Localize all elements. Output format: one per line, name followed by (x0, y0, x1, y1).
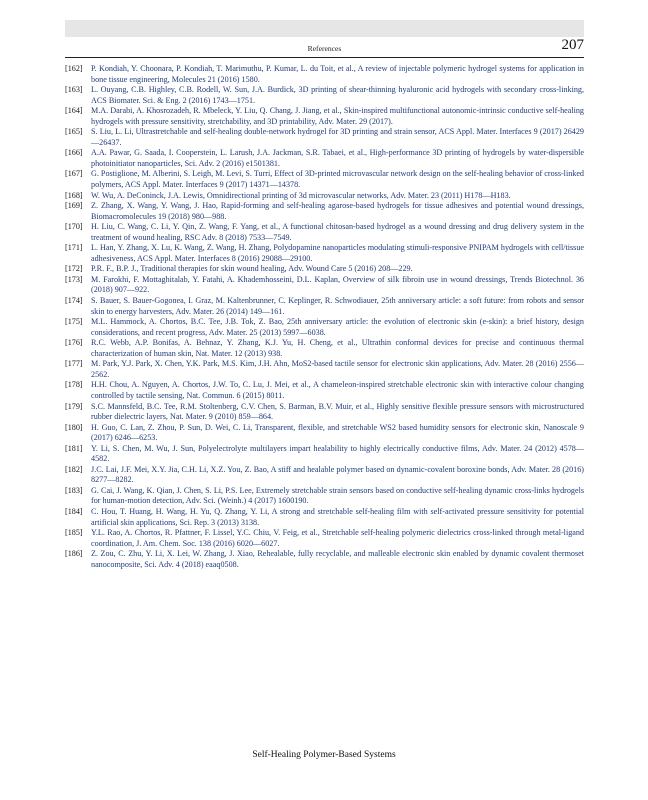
reference-number: [169] (65, 201, 83, 211)
reference-link[interactable]: G. Postiglione, M. Alberini, S. Leigh, M. Levi, S. Turri, Effect of 3D-printed microvascular network design on the self-healing behavior of cross-linked polymers, ACS Appl. Mater. Interfaces 9 (2017) 14371—14378. (91, 169, 584, 190)
reference-number: [185] (65, 528, 83, 538)
reference-link[interactable]: L. Han, Y. Zhang, X. Lu, K. Wang, Z. Wang, H. Zhang, Polydopamine nanoparticles modulating stimuli-responsive PNIPAM hydrogels with cell/tissue adhesiveness, ACS Appl. Mater. Interfaces 8 (2016) 29088—29100. (91, 243, 584, 263)
reference-number: [167] (65, 169, 83, 179)
reference-number: [166] (65, 148, 83, 158)
running-head: References (307, 44, 342, 53)
reference-link[interactable]: Z. Zou, C. Zhu, Y. Li, X. Lei, W. Zhang, J. Xiao, Rehealable, fully recyclable, and malleable electronic skin enabled by dynamic covalent thermoset nanocomposite, Sci. Adv. 4 (2018) eaaq0508. (91, 549, 584, 569)
reference-link[interactable]: H. Liu, C. Wang, C. Li, Y. Qin, Z. Wang, F. Yang, et al., A functional chitosan-based hydrogel as a wound dressing and drug delivery system in the treatment of wound healing, RSC Adv. 8 (2018) 7533—7549. (91, 222, 584, 242)
reference-number: [186] (65, 549, 83, 559)
reference-number: [163] (65, 85, 83, 95)
reference-item (65, 549, 584, 570)
reference-link[interactable]: G. Cai, J. Wang, K. Qian, J. Chen, S. Li, P.S. Lee, Extremely stretchable strain sensors based on conductive self-healing dynamic cross-links hydrogels for human-motion detection, Adv. Sci. (Weinh.) 4 (2017) 1600190. (91, 485, 584, 506)
reference-item (65, 380, 584, 401)
reference-number: [176] (65, 338, 83, 348)
footer-book-title: Self-Healing Polymer-Based Systems (252, 750, 396, 760)
reference-link[interactable]: P.R. F., B.P. J., Traditional therapies for skin wound healing, Adv. Wound Care 5 (2016) 208—229. (91, 264, 413, 274)
reference-item (65, 317, 584, 338)
reference-item (65, 402, 584, 423)
reference-link[interactable]: Z. Zhang, X. Wang, Y. Wang, J. Hao, Rapid-forming and self-healing agarose-based hydrogels for tissue adhesives and potential wound dressings, Biomacromolecules 19 (2018) 980—988. (91, 201, 584, 221)
reference-number: [181] (65, 443, 83, 453)
reference-item (65, 507, 584, 528)
reference-link[interactable]: S. Liu, L. Li, Ultrastretchable and self-healing double-network hydrogel for 3D printing and strain sensor, ACS Appl. Mater. Interfaces 9 (2017) 26429—26437. (91, 127, 584, 147)
reference-number: [184] (65, 506, 83, 516)
reference-link[interactable]: P. Kondiah, Y. Choonara, P. Kondiah, T. Marimuthu, P. Kumar, L. du Toit, et al., A review of injectable polymeric hydrogel systems for application in bone tissue engineering, Molecules 21 (2016) 1580. (91, 64, 584, 84)
reference-link[interactable]: M.A. Darabi, A. Khosrozadeh, R. Mbeleck, Y. Liu, Q. Chang, J. Jiang, et al., Skin-inspired multifunctional autonomic-intrinsic conductive self-healing hydrogels with pressure sensitivity, stretchability, and 3D printability, Adv. Mater. 29 (2017). (91, 106, 584, 126)
reference-number: [172] (65, 264, 83, 274)
reference-number: [168] (65, 190, 83, 200)
reference-link[interactable]: H. Guo, C. Lan, Z. Zhou, P. Sun, D. Wei, C. Li, Transparent, flexible, and stretchable WS2 based humidity sensors for electronic skin, Nanoscale 9 (2017) 6246—6253. (91, 422, 584, 443)
reference-item (65, 191, 584, 202)
reference-link[interactable]: R.C. Webb, A.P. Bonifas, A. Behnaz, Y. Zhang, K.J. Yu, H. Cheng, et al., Ultrathin conformal devices for precise and continuous thermal characterization of human skin, Nat. Mater. 12 (2013) 938. (91, 338, 584, 358)
reference-item (65, 64, 584, 85)
reference-number: [174] (65, 296, 83, 306)
reference-list (65, 64, 584, 570)
reference-link[interactable]: Y.L. Rao, A. Chortos, R. Pfattner, F. Lissel, Y.C. Chiu, V. Feig, et al., Stretchable self-healing polymeric dielectrics cross-linked through metal-ligand coordination, J. Am. Chem. Soc. 138 (2016) 6020—6027. (91, 528, 584, 548)
reference-item (65, 264, 584, 275)
reference-item (65, 444, 584, 465)
reference-link[interactable]: C. Hou, T. Huang, H. Wang, H. Yu, Q. Zhang, Y. Li, A strong and stretchable self-healing film with self-activated pressure sensitivity for potential artificial skin applications, Sci. Rep. 3 (2013) 3138. (91, 506, 584, 527)
reference-number: [180] (65, 422, 83, 432)
reference-item (65, 296, 584, 317)
reference-number: [165] (65, 127, 83, 137)
header-rule (65, 57, 584, 58)
reference-link[interactable]: H.H. Chou, A. Nguyen, A. Chortos, J.W. To, C. Lu, J. Mei, et al., A chameleon-inspired stretchable electronic skin with interactive colour changing controlled by tactile sensing, Nat. Commun. 6 (2015) 8011. (91, 380, 584, 400)
reference-item (65, 85, 584, 106)
reference-item (65, 148, 584, 169)
reference-item (65, 338, 584, 359)
reference-number: [175] (65, 317, 83, 327)
reference-item (65, 169, 584, 190)
reference-item (65, 222, 584, 243)
reference-number: [182] (65, 464, 83, 474)
reference-link[interactable]: S.C. Mannsfeld, B.C. Tee, R.M. Stoltenberg, C.V. Chen, S. Barman, B.V. Muir, et al., Highly sensitive flexible pressure sensors with microstructured rubber dielectric layers, Nat. Mater. 9 (2010) 859—864. (91, 401, 584, 422)
reference-item (65, 486, 584, 507)
reference-item (65, 465, 584, 486)
reference-link[interactable]: M.L. Hammock, A. Chortos, B.C. Tee, J.B. Tok, Z. Bao, 25th anniversary article: the evolution of electronic skin (e-skin): a brief history, design considerations, and recent progress, Adv. Mater. 25 (2013) 5997—6038. (91, 317, 584, 337)
reference-item (65, 243, 584, 264)
reference-item (65, 201, 584, 222)
reference-link[interactable]: L. Ouyang, C.B. Highley, C.B. Rodell, W. Sun, J.A. Burdick, 3D printing of shear-thinning hyaluronic acid hydrogels with secondary cross-linking, ACS Biomater. Sci. & Eng. 2 (2016) 1743—1751. (91, 85, 584, 105)
reference-link[interactable]: M. Park, Y.J. Park, X. Chen, Y.K. Park, M.S. Kim, J.H. Ahn, MoS2-based tactile sensor for electronic skin applications, Adv. Mater. 28 (2016) 2556—2562. (91, 359, 584, 379)
reference-item (65, 423, 584, 444)
reference-number: [170] (65, 222, 83, 232)
reference-item (65, 528, 584, 549)
reference-number: [162] (65, 64, 83, 73)
reference-item (65, 106, 584, 127)
reference-link[interactable]: W. Wu, A. DeConinck, J.A. Lewis, Omnidirectional printing of 3d microvascular networks, Adv. Mater. 23 (2011) H178—H183. (91, 190, 511, 200)
reference-item (65, 359, 584, 380)
reference-number: [173] (65, 274, 83, 284)
reference-number: [178] (65, 380, 83, 390)
reference-number: [171] (65, 243, 83, 253)
reference-number: [177] (65, 359, 83, 369)
reference-number: [164] (65, 106, 83, 116)
header-bar (65, 20, 584, 37)
reference-link[interactable]: J.C. Lai, J.F. Mei, X.Y. Jia, C.H. Li, X.Z. You, Z. Bao, A stiff and healable polymer based on dynamic-covalent boroxine bonds, Adv. Mater. 28 (2016) 8277—8282. (91, 464, 584, 485)
reference-item (65, 127, 584, 148)
reference-link[interactable]: M. Farokhi, F. Mottaghitalab, Y. Fatahi, A. Khademhosseini, D.L. Kaplan, Overview of silk fibroin use in wound dressings, Trends Biotechnol. 36 (2018) 907—922. (91, 274, 584, 295)
reference-link[interactable]: S. Bauer, S. Bauer-Gogonea, I. Graz, M. Kaltenbrunner, C. Keplinger, R. Schwodiauer, 25th anniversary article: a soft future: from robots and sensor skin to energy harvesters, Adv. Mater. 26 (2014) 149—161. (91, 296, 584, 316)
reference-number: [183] (65, 485, 83, 495)
reference-item (65, 275, 584, 296)
page-number: 207 (561, 37, 584, 53)
reference-link[interactable]: Y. Li, S. Chen, M. Wu, J. Sun, Polyelectrolyte multilayers impart healability to highly electrically conductive films, Adv. Mater. 24 (2012) 4578—4582. (91, 443, 584, 464)
reference-number: [179] (65, 401, 83, 411)
reference-link[interactable]: A.A. Pawar, G. Saada, I. Cooperstein, L. Larush, J.A. Jackman, S.R. Tabaei, et al., High-performance 3D printing of hydrogels by water-dispersible photoinitiator nanoparticles, Sci. Adv. 2 (2016) e1501381. (91, 148, 584, 168)
